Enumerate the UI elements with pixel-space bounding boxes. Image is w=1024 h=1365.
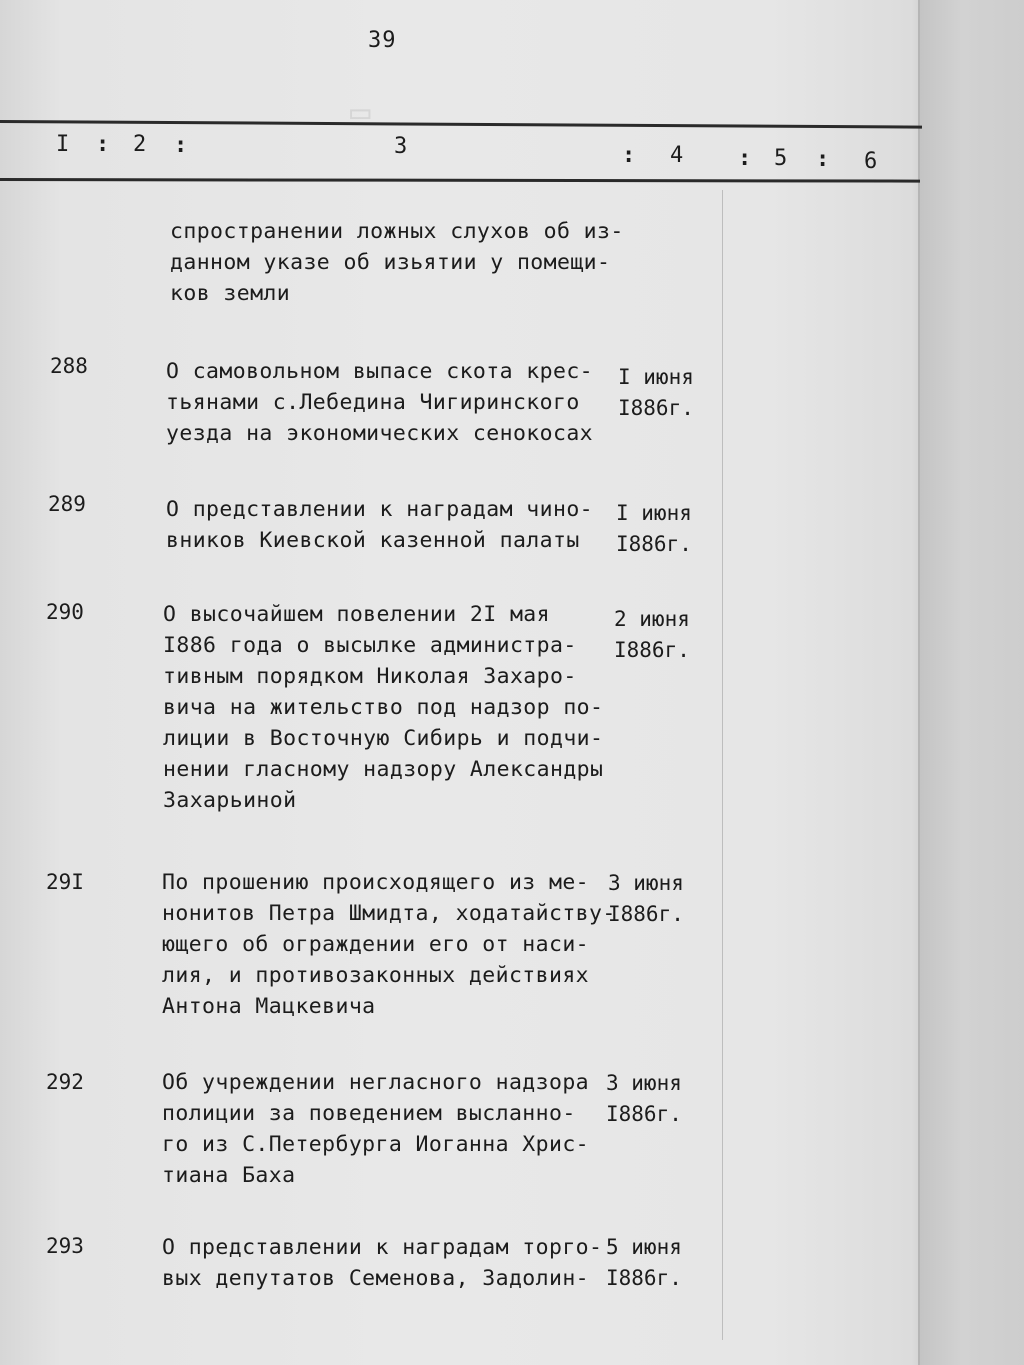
text-line: Захарьиной (163, 788, 297, 813)
entry-text (162, 1232, 622, 1294)
entry-number: 29I (46, 870, 84, 894)
entry-text (163, 599, 623, 816)
text-line: вых депутатов Семенова, Задолин- (162, 1266, 590, 1291)
entry-date (616, 498, 692, 560)
text-line: О представлении к наградам чино- (166, 497, 594, 522)
text-line: Об учреждении негласного надзора (162, 1070, 590, 1095)
entry-date (606, 1232, 682, 1294)
entry-text (166, 494, 626, 556)
text-line: нонитов Петра Шмидта, ходатайству- (162, 901, 616, 926)
date-line: I886г. (618, 396, 694, 420)
date-line: I886г. (606, 1266, 682, 1290)
column-number-3: 3 (394, 134, 408, 159)
header-top-rule (0, 120, 922, 129)
text-line: данном указе об изьятии у помещи- (170, 250, 611, 275)
column-separator: : (816, 147, 830, 172)
entry-text (166, 356, 626, 449)
date-line: 3 июня (608, 871, 684, 895)
date-line: I июня (618, 365, 694, 389)
bleed-through-ghost: ▭ (350, 92, 371, 132)
date-line: I886г. (616, 532, 692, 556)
entry-text (162, 1067, 622, 1191)
date-line: I886г. (608, 902, 684, 926)
entry-number: 289 (48, 492, 86, 516)
text-line: I886 года о высылке администра- (163, 633, 577, 658)
text-line: го из С.Петербурга Иоганна Хрис- (162, 1132, 590, 1157)
column-separator: : (174, 133, 188, 158)
column-number-2: 2 (133, 132, 147, 157)
next-page-edge (920, 0, 1024, 1365)
column-separator: : (622, 143, 636, 168)
date-line: I886г. (606, 1102, 682, 1126)
text-line: О самовольном выпасе скота крес- (166, 359, 594, 384)
column-divider (722, 190, 723, 1340)
text-line: полиции за поведением высланно- (162, 1101, 576, 1126)
entry-number: 293 (46, 1234, 84, 1258)
entry-text (162, 867, 622, 1022)
entry-date (606, 1068, 682, 1130)
text-line: По прошению происходящего из ме- (162, 870, 590, 895)
text-line: вников Киевской казенной палаты (166, 528, 580, 553)
column-number-5: 5 (774, 146, 788, 171)
date-line: I июня (616, 501, 692, 525)
date-line: 5 июня (606, 1235, 682, 1259)
text-line: тивным порядком Николая Захаро- (163, 664, 577, 689)
entry-date (614, 604, 690, 666)
entry-date (608, 868, 684, 930)
column-number-6: 6 (864, 149, 878, 174)
text-line: тьянами с.Лебедина Чигиринского (166, 390, 580, 415)
entry-number: 288 (50, 354, 88, 378)
continuation-text (170, 216, 630, 309)
column-number-1: I (56, 132, 70, 157)
text-line: уезда на экономических сенокосах (166, 421, 594, 446)
column-separator: : (96, 132, 110, 157)
text-line: ков земли (170, 281, 291, 306)
text-line: Антона Мацкевича (162, 994, 376, 1019)
date-line: 2 июня (614, 607, 690, 631)
column-number-4: 4 (670, 143, 684, 168)
date-line: I886г. (614, 638, 690, 662)
column-separator: : (738, 146, 752, 171)
text-line: лия, и противозаконных действиях (162, 963, 590, 988)
page-number: 39 (368, 28, 397, 53)
page-edge-shadow (918, 0, 920, 1365)
header-bottom-rule (0, 178, 920, 183)
text-line: О представлении к наградам торго- (162, 1235, 603, 1260)
text-line: вича на жительство под надзор по- (163, 695, 604, 720)
entry-number: 292 (46, 1070, 84, 1094)
text-line: спространении ложных слухов об из- (170, 219, 624, 244)
text-line: нении гласному надзору Александры (163, 757, 604, 782)
text-line: тиана Баха (162, 1163, 296, 1188)
text-line: О высочайшем повелении 2I мая (163, 602, 550, 627)
entry-date (618, 362, 694, 424)
text-line: лиции в Восточную Сибирь и подчи- (163, 726, 604, 751)
date-line: 3 июня (606, 1071, 682, 1095)
entry-number: 290 (46, 600, 84, 624)
text-line: ющего об ограждении его от наси- (162, 932, 590, 957)
